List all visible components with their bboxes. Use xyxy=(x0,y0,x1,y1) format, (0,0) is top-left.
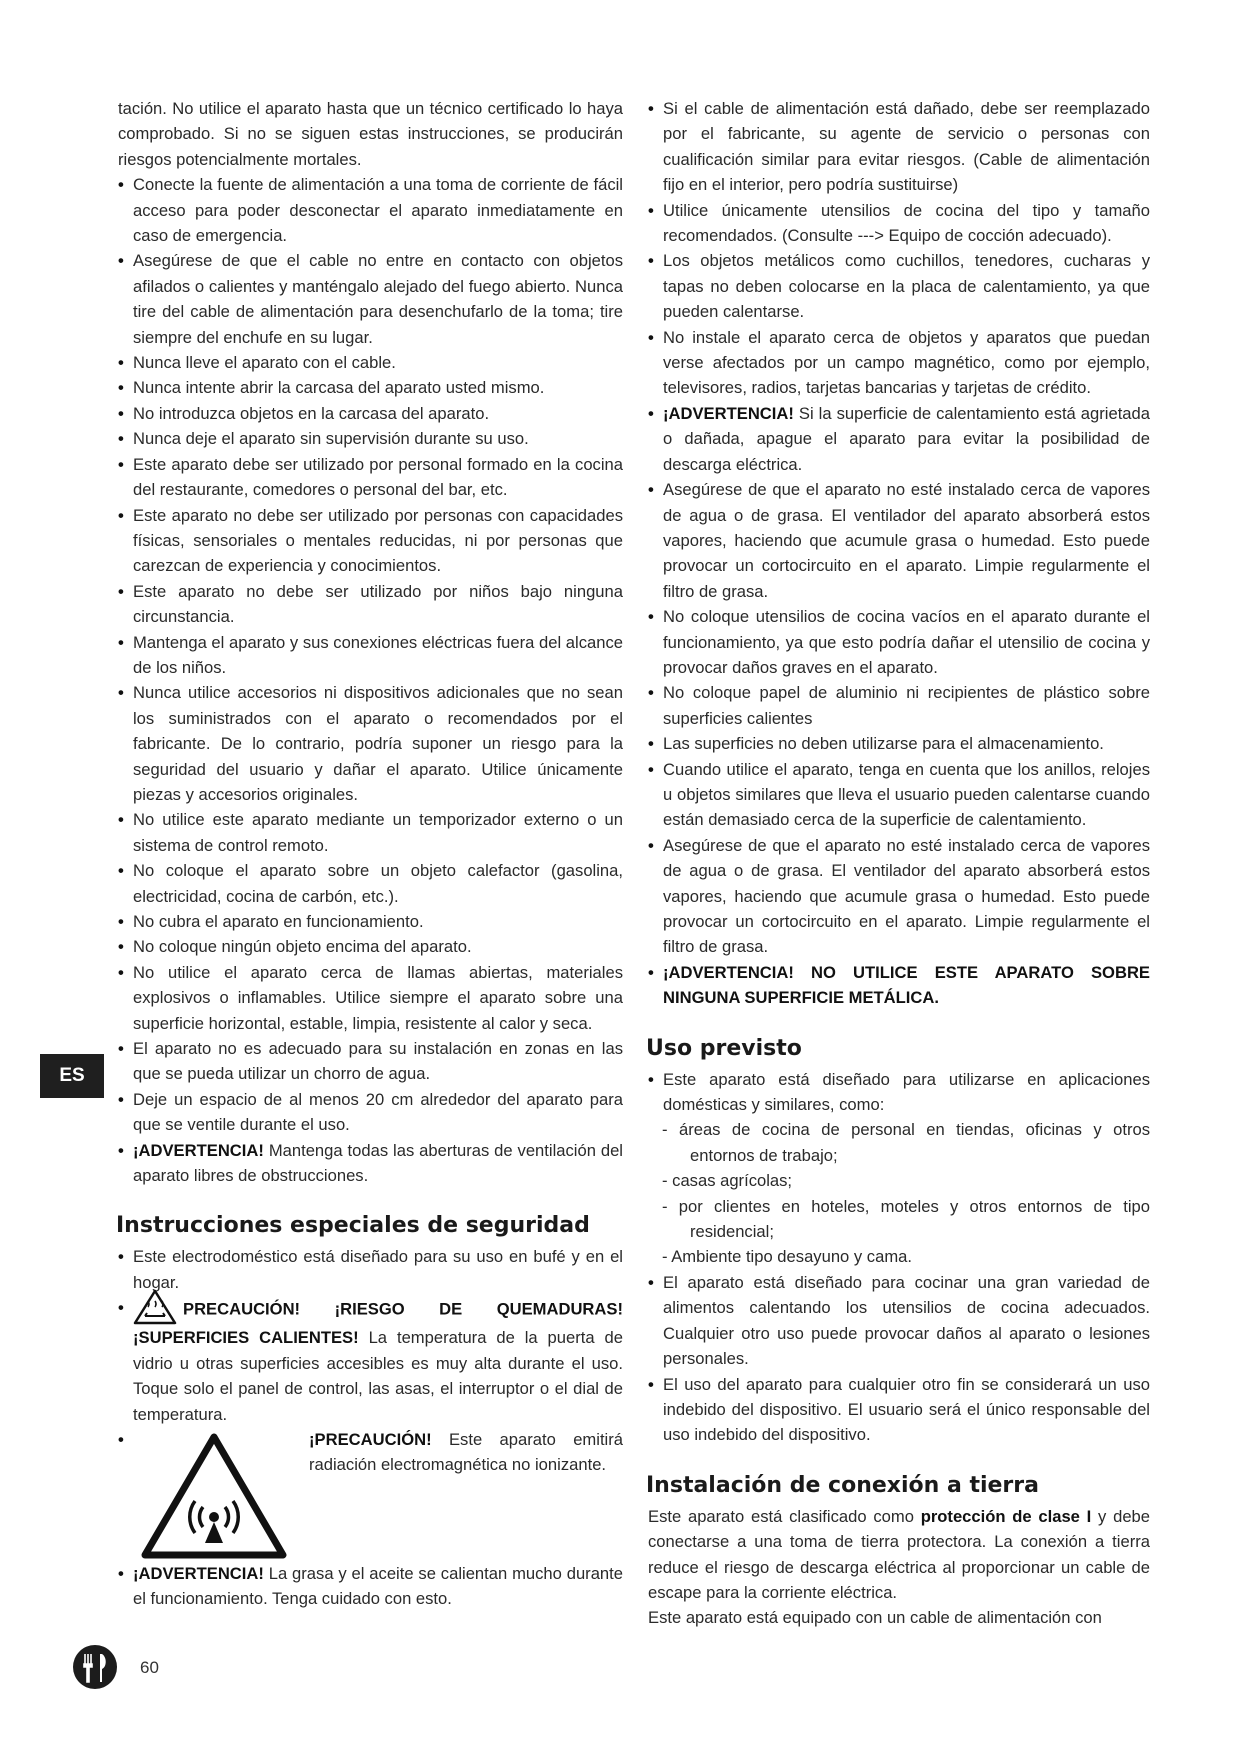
grounding-text-pre: Este aparato está clasificado como xyxy=(648,1506,921,1526)
safety-list xyxy=(118,172,623,1188)
warning-label: ¡ADVERTENCIA! xyxy=(663,403,794,423)
list-item: • El uso del aparato para cualquier otro fin se considerará un uso indebido del dispositivo. El usuario será el único responsable del uso indebido del dispositivo. xyxy=(648,1372,1150,1448)
list-item: • No cubra el aparato en funcionamiento. xyxy=(118,909,623,934)
list-item: • Este aparato no debe ser utilizado por niños bajo ninguna circunstancia. xyxy=(118,579,623,630)
caution-text: La temperatura de la puerta de vidrio u otras superficies accesibles es muy alta durante el uso. Toque solo el panel de control, las asas, el interruptor o el dial de temperatura. xyxy=(133,1328,623,1424)
list-item: • Nunca lleve el aparato con el cable. xyxy=(118,350,623,375)
list-item: • El aparato está diseñado para cocinar una gran variedad de alimentos calentando los utensilios de cocina adecuados. Cualquier otro uso puede provocar daños al aparato o lesiones personales. xyxy=(648,1270,1150,1372)
right-column xyxy=(648,96,1150,1631)
grounding-paragraph xyxy=(648,1504,1150,1606)
list-item: • No coloque papel de aluminio ni recipientes de plástico sobre superficies calientes xyxy=(648,680,1150,731)
list-item: • Este aparato debe ser utilizado por personal formado en la cocina del restaurante, comedores o personal del bar, etc. xyxy=(118,452,623,503)
list-item: • No introduzca objetos en la carcasa del aparato. xyxy=(118,401,623,426)
list-item: • Este aparato está diseñado para utilizarse en aplicaciones domésticas y similares, como: xyxy=(648,1067,1150,1118)
list-item: • Nunca utilice accesorios ni dispositivos adicionales que no sean los suministrados con el aparato o recomendados por el fabricante. De lo contrario, podría suponer un riesgo para la seguridad del usuario y dañar el aparato. Utilice únicamente piezas y accesorios originales. xyxy=(118,680,623,807)
grounding-paragraph-2: Este aparato está equipado con un cable de alimentación con xyxy=(648,1608,1102,1628)
warning-label: ¡ADVERTENCIA! xyxy=(133,1140,264,1160)
left-column xyxy=(118,96,623,1612)
hot-surface-warning-icon xyxy=(133,1289,177,1325)
warning-text: La grasa y el aceite se calientan mucho durante el funcionamiento. Tenga cuidado con esto. xyxy=(133,1563,623,1609)
list-item: • Utilice únicamente utensilios de cocina del tipo y tamaño recomendados. (Consulte ---> Equipo de cocción adecuado). xyxy=(648,198,1150,249)
list-item: • No instale el aparato cerca de objetos y aparatos que puedan verse afectados por un campo magnético, como por ejemplo, televisores, radios, tarjetas bancarias y tarjetas de crédito. xyxy=(648,325,1150,401)
intended-use-list-2 xyxy=(648,1270,1150,1448)
list-item: • Deje un espacio de al menos 20 cm alrededor del aparato para que se ventile durante el uso. xyxy=(118,1087,623,1138)
list-item: • Las superficies no deben utilizarse para el almacenamiento. xyxy=(648,731,1150,756)
list-item: • Nunca intente abrir la carcasa del aparato usted mismo. xyxy=(118,375,623,400)
list-item: • Asegúrese de que el aparato no esté instalado cerca de vapores de agua o de grasa. El ventilador del aparato absorberá estos vapores, haciendo que acumule grasa o humedad. Esto puede provocar un cortocircuito en el aparato. Limpie regularmente el filtro de grasa. xyxy=(648,833,1150,960)
ems-caution xyxy=(118,1427,623,1561)
sub-list-item: - por clientes en hoteles, moteles y otros entornos de tipo residencial; xyxy=(648,1194,1150,1245)
warning-grease xyxy=(118,1561,623,1612)
list-item: • Asegúrese de que el aparato no esté instalado cerca de vapores de agua o de grasa. El ventilador del aparato absorberá estos vapores, haciendo que acumule grasa o humedad. Esto puede provocar un cortocircuito en el aparato. Limpie regularmente el filtro de grasa. xyxy=(648,477,1150,604)
language-tab: ES xyxy=(40,1054,104,1098)
list-item: • Asegúrese de que el cable no entre en contacto con objetos afilados o calientes y manténgalo alejado del fuego abierto. Nunca tire del cable de alimentación para desenchufarlo de la toma; tire siempre del enchufe en su lugar. xyxy=(118,248,623,350)
list-item: • Mantenga el aparato y sus conexiones eléctricas fuera del alcance de los niños. xyxy=(118,630,623,681)
warning-label: ¡ADVERTENCIA! xyxy=(133,1563,264,1583)
sub-list-item: - Ambiente tipo desayuno y cama. xyxy=(648,1244,1150,1269)
cutlery-logo-icon xyxy=(72,1644,118,1690)
sub-list-item: - áreas de cocina de personal en tiendas, oficinas y otros entornos de trabajo; xyxy=(648,1117,1150,1168)
list-item: • No coloque el aparato sobre un objeto calefactor (gasolina, electricidad, cocina de carbón, etc.). xyxy=(118,858,623,909)
warning-text: Mantenga todas las aberturas de ventilación del aparato libres de obstrucciones. xyxy=(133,1140,623,1186)
list-item: • El aparato no es adecuado para su instalación en zonas en las que se pueda utilizar un chorro de agua. xyxy=(118,1036,623,1087)
list-item: • Los objetos metálicos como cuchillos, tenedores, cucharas y tapas no deben colocarse en la placa de calentamiento, ya que pueden calentarse. xyxy=(648,248,1150,324)
list-item: • No utilice el aparato cerca de llamas abiertas, materiales explosivos o inflamables. Utilice siempre el aparato sobre una superficie horizontal, estable, limpia, resistente al calor y seca. xyxy=(118,960,623,1036)
caution-label: PRECAUCIÓN! ¡RIESGO DE QUEMADURAS! ¡SUPERFICIES CALIENTES! xyxy=(133,1299,623,1348)
sub-list-item: - casas agrícolas; xyxy=(648,1168,1150,1193)
section-heading-intended-use: Uso previsto xyxy=(646,1035,802,1061)
list-item: • No utilice este aparato mediante un temporizador externo o un sistema de control remoto. xyxy=(118,807,623,858)
list-item: • Este aparato no debe ser utilizado por personas con capacidades físicas, sensoriales o mentales reducidas, ni por personas que carezcan de experiencia y conocimientos. xyxy=(118,503,623,579)
grounding-text-post: y debe conectarse a una toma de tierra protectora. La conexión a tierra reduce el riesgo de descarga eléctrica al proporcionar un cable de escape para la corriente eléctrica. xyxy=(648,1506,1151,1602)
burn-caution xyxy=(118,1295,623,1427)
page-number: 60 xyxy=(140,1658,159,1677)
caution-label: ¡PRECAUCIÓN! xyxy=(309,1429,432,1449)
grounding-class-label: protección de clase I xyxy=(920,1506,1092,1526)
caution-text: Este aparato emitirá radiación electromagnética no ionizante. xyxy=(309,1429,623,1475)
warning-cracked-surface xyxy=(648,401,1150,477)
section-heading-special-safety: Instrucciones especiales de seguridad xyxy=(116,1213,590,1239)
list-item: • No coloque utensilios de cocina vacíos en el aparato durante el funcionamiento, ya que esto podría dañar el utensilio de cocina y provocar daños graves en el aparato. xyxy=(648,604,1150,680)
list-item: • Cuando utilice el aparato, tenga en cuenta que los anillos, relojes u objetos similares que lleva el usuario pueden calentarse cuando están demasiado cerca de la superficie de calentamiento. xyxy=(648,757,1150,833)
list-item: • Conecte la fuente de alimentación a una toma de corriente de fácil acceso para poder desconectar el aparato inmediatamente en caso de emergencia. xyxy=(118,172,623,248)
intro-paragraph: tación. No utilice el aparato hasta que un técnico certificado lo haya comprobado. Si no se siguen estas instrucciones, se producirán riesgos potencialmente mortales. xyxy=(118,99,623,169)
intended-use-list xyxy=(648,1067,1150,1118)
electromagnetic-radiation-warning-icon xyxy=(139,1431,289,1561)
safety-list-continued xyxy=(648,96,1150,1011)
warning-text: Si la superficie de calentamiento está agrietada o dañada, apague el aparato para evitar la posibilidad de descarga eléctrica. xyxy=(663,403,1150,474)
warning-ventilation xyxy=(118,1138,623,1189)
list-item: • Si el cable de alimentación está dañado, debe ser reemplazado por el fabricante, su agente de servicio o personas con cualificación similar para evitar riesgos. (Cable de alimentación fijo en el interior, pero podría sustituirse) xyxy=(648,96,1150,198)
intended-use-sublist xyxy=(648,1117,1150,1269)
section-heading-grounding: Instalación de conexión a tierra xyxy=(646,1472,1039,1498)
list-item: • Nunca deje el aparato sin supervisión durante su uso. xyxy=(118,426,623,451)
special-safety-list xyxy=(118,1244,623,1611)
warning-metal-surface: • ¡ADVERTENCIA! NO UTILICE ESTE APARATO SOBRE NINGUNA SUPERFICIE METÁLICA. xyxy=(648,960,1150,1011)
list-item: • No coloque ningún objeto encima del aparato. xyxy=(118,934,623,959)
list-item: • Este electrodoméstico está diseñado para su uso en bufé y en el hogar. xyxy=(118,1244,623,1295)
